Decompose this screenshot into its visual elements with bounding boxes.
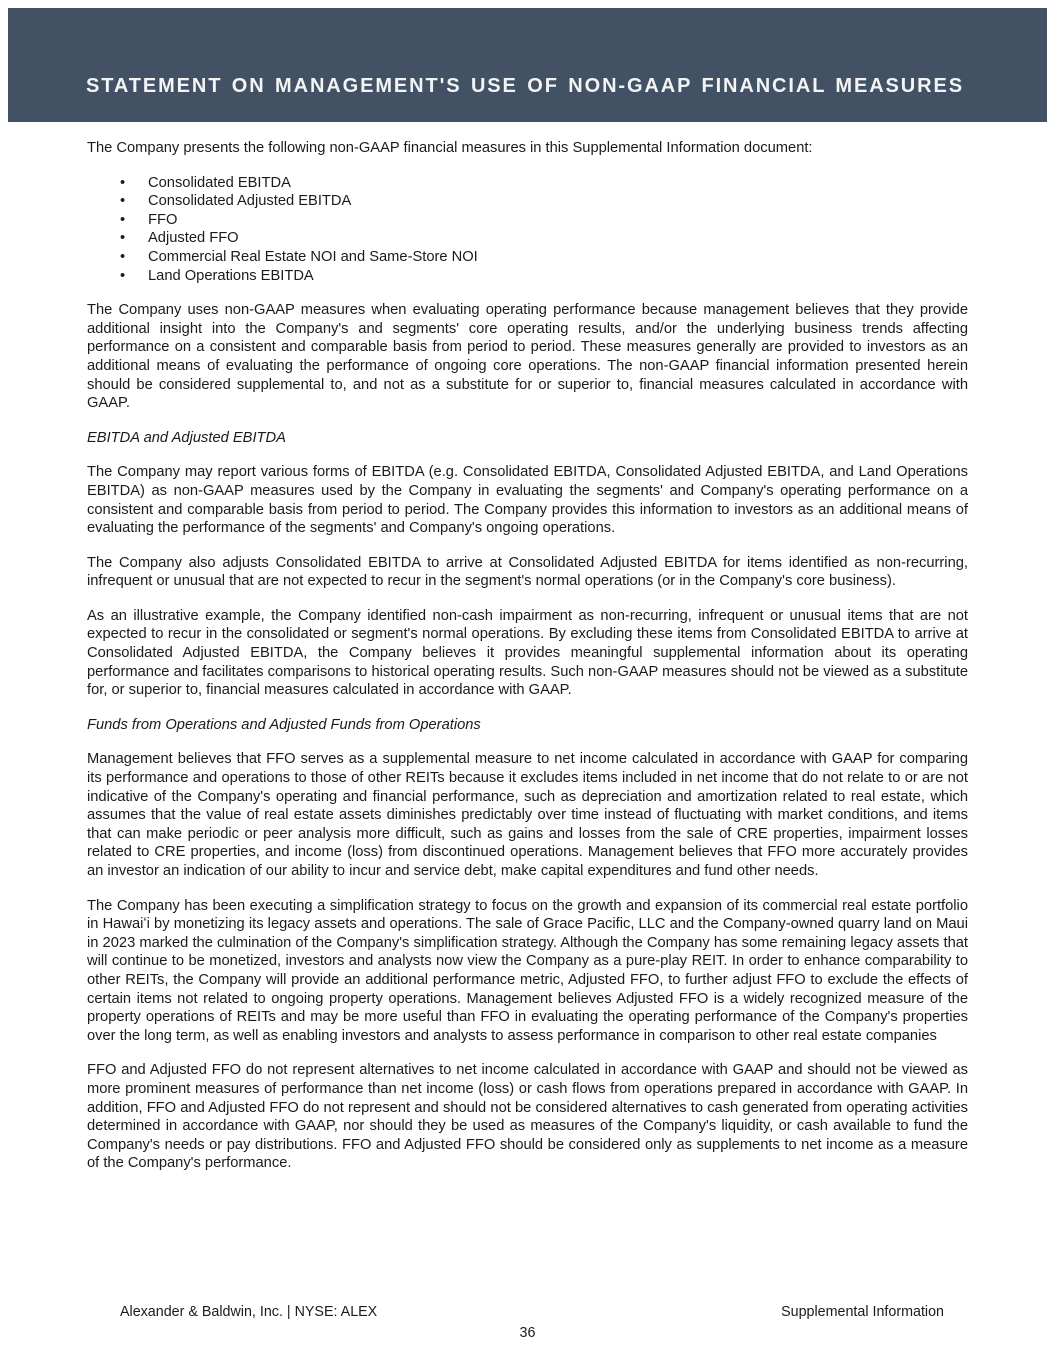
list-item (87, 192, 968, 211)
paragraph-simplification-strategy: The Company has been executing a simplification strategy to focus on the growth and expansion of its commercial real estate portfolio in Hawaiʻi by monetizing its legacy assets and operations. The sale of Grace Pacific, LLC and the Company-owned quarry land on Maui in 2023 marked the culmination of the Company's simplification strategy. Although the Company has some remaining legacy assets that will continue to be monetized, investors and analysts now view the Company as a pure-play REIT. In order to enhance comparability to other REITs, the Company will provide an additional performance metric, Adjusted FFO, to further adjust FFO to exclude the effects of certain items not related to ongoing property operations. Management believes Adjusted FFO is a widely recognized measure of the property operations of REITs and may be more useful than FFO in evaluating the operating performance of the Company's properties over the long term, as well as enabling investors and analysts to assess performance in comparison to other real estate companies (87, 897, 968, 1044)
list-item (87, 229, 968, 248)
list-item-label: Commercial Real Estate NOI and Same-Store NOI (148, 248, 478, 265)
page-header-banner (8, 8, 1047, 122)
list-item (87, 174, 968, 193)
bullet-icon: • (120, 193, 126, 210)
intro-paragraph: The Company presents the following non-GAAP financial measures in this Supplemental Information document: (87, 140, 813, 156)
list-item (87, 211, 968, 230)
list-item-label: Consolidated Adjusted EBITDA (148, 193, 352, 210)
list-item-label: Consolidated EBITDA (148, 174, 291, 191)
list-item-label: FFO (148, 211, 178, 228)
list-item (87, 248, 968, 267)
paragraph-adjusted-ebitda: The Company also adjusts Consolidated EBITDA to arrive at Consolidated Adjusted EBITDA for items identified as non-recurring, infrequent or unusual that are not expected to recur in the segment's normal operations (or in the Company's core business). (87, 554, 968, 590)
bullet-icon: • (120, 211, 126, 228)
non-gaap-measures-list (87, 174, 968, 286)
page-title: STATEMENT ON MANAGEMENT'S USE OF NON-GAAP FINANCIAL MEASURES (86, 75, 964, 97)
paragraph-illustrative-example: As an illustrative example, the Company identified non-cash impairment as non-recurring, infrequent or unusual items that are not expected to recur in the consolidated or segment's normal operations. By excluding these items from Consolidated EBITDA to arrive at Consolidated Adjusted EBITDA, the Company believes it provides meaningful supplemental information about its operating performance and facilitates comparisons to historical operating results. Such non-GAAP measures should not be viewed as a substitute for, or superior to, financial measures calculated in accordance with GAAP. (87, 607, 968, 699)
list-item (87, 267, 968, 286)
bullet-icon: • (120, 230, 126, 247)
list-item-label: Adjusted FFO (148, 230, 239, 247)
paragraph-non-gaap-use: The Company uses non-GAAP measures when evaluating operating performance because management believes that they provide additional insight into the Company's and segments' core operating results, and/or the underlying business trends affecting performance on a consistent and comparable basis from period to period. These measures generally are provided to investors as an additional means of evaluating the performance of ongoing core operations. The non-GAAP financial information presented herein should be considered supplemental to, and not as a substitute for or superior to, financial measures calculated in accordance with GAAP. (87, 302, 968, 412)
page-number: 36 (519, 1325, 536, 1341)
bullet-icon: • (120, 174, 126, 191)
document-body (87, 122, 968, 1173)
section-heading-ffo: Funds from Operations and Adjusted Funds from Operations (87, 716, 481, 733)
paragraph-ffo-limitations: FFO and Adjusted FFO do not represent alternatives to net income calculated in accordance with GAAP and should not be viewed as more prominent measures of performance than net income (loss) or cash flows from operations prepared in accordance with GAAP. In addition, FFO and Adjusted FFO do not represent and should not be considered alternatives to cash generated from operating activities determined in accordance with GAAP, nor should they be used as measures of the Company's liquidity, or cash available to fund the Company's needs or pay distributions. FFO and Adjusted FFO should be considered only as supplements to net income as a measure of the Company's performance. (87, 1062, 968, 1172)
footer-company-name: Alexander & Baldwin, Inc. | NYSE: ALEX (120, 1304, 378, 1320)
list-item-label: Land Operations EBITDA (148, 267, 314, 284)
bullet-icon: • (120, 248, 126, 265)
section-heading-ebitda: EBITDA and Adjusted EBITDA (87, 429, 286, 446)
bullet-icon: • (120, 267, 126, 284)
footer-document-type: Supplemental Information (781, 1304, 944, 1320)
paragraph-ffo-definition: Management believes that FFO serves as a supplemental measure to net income calculated in accordance with GAAP for comparing its performance and operations to those of other REITs because it excludes items included in net income that do not relate to or are not indicative of the Company's operating and financial performance, such as depreciation and amortization related to real estate, which assumes that the value of real estate assets diminishes predictably over time instead of fluctuating with market conditions, and items that can make periodic or peer analysis more difficult, such as gains and losses from the sale of CRE properties, impairment losses related to CRE properties, and income (loss) from discontinued operations. Management believes that FFO more accurately provides an investor an indication of our ability to incur and service debt, make capital expenditures and fund other needs. (87, 751, 968, 879)
paragraph-ebitda-forms: The Company may report various forms of EBITDA (e.g. Consolidated EBITDA, Consolidated Adjusted EBITDA, and Land Operations EBITDA) as non-GAAP measures used by the Company in evaluating the segments' and Company's operating performance on a consistent and comparable basis from period to period. The Company provides this information to investors as an additional means of evaluating the performance of the segments' and Company's ongoing operations. (87, 464, 968, 537)
